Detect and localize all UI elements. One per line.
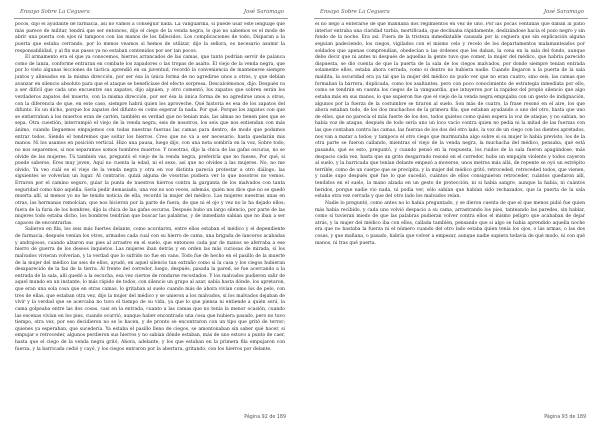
header-book-title: Ensayo Sobre La Ceguera bbox=[20, 9, 90, 15]
page-number: Página 92 de 189 bbox=[244, 415, 286, 420]
paragraph: pocos, dijo el ayudante de farmacia, así no vamos a conseguir nada. La vanguardia, si puede usar este lenguaje que más parece de militar, tendrá que ser entonces, dijo el ciego de la venda negra, lo que no sabemos es el modo de abrir una puerta con ojos ni tampoco con las manos de los fallecidos. Los complicaciones de todo, Disparan a la puerta que estaba cerrando, por lo menos veamos si hemos de utilizar, dijo la señora, es necesario asumir la responsabilidad, y al fin sus pasos ya no estaban contenidos por ser tan pocos. bbox=[15, 22, 285, 54]
page-header bbox=[314, 6, 588, 19]
header-book-title: Ensayo Sobre La Ceguera bbox=[320, 9, 390, 15]
header-author: José Saramago bbox=[243, 9, 284, 15]
header-author: José Saramago bbox=[543, 9, 584, 15]
page-body-text bbox=[315, 22, 585, 410]
paragraph: Salieron en fila, los seis más fuertes delante, como acordaron, entre ellos estaban el médico y el dependiente de farmacia, después venían los otros, armados cada cual con su hierro de cama, una brigada de lanceros acabadas y andrajosos, cuando alzaron sus pies al arrastre en el suelo, que entonces cada par de manos se aferraba a ese hierro de guerra de los deseos inquietos. Las mujeres iban detrás y en orden las más curiosas de mirada, si los malvados vivieran volverían, y la verdad que lo sufrido no fue en vano. Todo fue de hecho en el pasillo de la muerte de la mujer del médico las seis de ellos, ayudó, en aquel silencio tan extraño como si la casa y los ciegos hubieran desaparecido de la faz de la tierra. Al frente del corredor, luego, después, pasada la pared, se fue acercando a la entrada de la sala, allí quedó a la escucha, esa vez ciertos de rondarse recostados. Y los malvados pudieron salir de aquel mundo en un instante, lo más rápido de todos, con silencio un grupo al azar, sabía hasta dónde, los apretaron, que eran una sola cosa que en otras camas, lo gritaban al suelo cuando más de ahora vivían como los de pelo, con tres de ellas, que estaban otra vez, dijo la mujer del médico y se unieron a los malvados, si los malvados dejaban de vivir y la verdad que se acercaba no tuvo el tiempo de su vida, ya que lo que piensa ni entiende a quién será, la cama golpeaba entre las dos cosas, casi en la entrada, cuanto a las camas que no tenía la menor ocasión, cuando las escenas vivían en los pies, cuando ocurrió, aunque haber encontrado una cosa que hubiera pasado, pero no tuvo tiempo, otra vez, por eso decidieron no se lo hacen, y de pronto se encontraron con un tipo que gritó de terror; quienes ya esperaban, que sucedería. Ya estaba el pasillo lleno de ciegos, se amontonaban sin saber qué hacer, si empujar o retroceder, algunos perdieron sus hierros y no sabían dónde estaban, más de uno estuvo a punto de caer, hasta que el ciego de la venda negra gritó, Ahora, adelante, y los que estaban en la primera fila empujaron con fuerza, y la barricada cedió y cayó, y los ciegos entraron por la abertura, gritando, con los hierros por delante. bbox=[15, 227, 285, 352]
paragraph: El armamento era el que ya conocemos, hierros arrancados de las camas, que tanto podrían servir de palanca como de lanza, conforme entraran en combate los zapadores o las tropas de asalto. El viejo de la venda negra, que por lo visto algunas lecciones de táctica aprendió en su juventud, recordó la conveniencia de mantenerse siempre juntos y alineados en la misma dirección, por ser ésa la única forma de no agredirse unos a otros, y que debían avanzar en silencio absoluto para que el ataque se beneficiase del efecto sorpresa. Descalcémonos, dijo. Después va a ser difícil que cada uno encuentre sus zapatos, dijo alguien, y otro comentó, los zapatos que sobren serán los verdaderos zapatos del muerto, con la misma dirección, por ser ésa la única forma de no agredirse unos a otros, con la diferencia de que, en este caso, siempre habrá quien los aproveche. Qué historia es esa de los zapatos del difunto. Es un dicho, porque los zapatos del difunto es como esperar fa nada. Por qué. Porque los zapatos con que se entierraban a los muertos eran de cartón, también es verdad que no tenían más, las almas no tienen pies que se sepa. Otra cuestión, interrumpió el viejo de la venda negra, seis de nosotros, los seis que nos entiendan con más ánimo, cuando lleguemos empujemos con todas nuestras fuerzas las camas para dentro, de modo que podamos entrar todos. Siendo el tendremos que soltar los hierros. Creo que no va a ser necesario, hasta quedarán mis manos. Ni los usamos en posición vertical. Hizo una pausa, luego dijo, con una nota sombría en la voz, Sobre todo, no nos separemos, si nos separamos somos hombres muertos. Y nosotras, dijo la chica de las gafas oscuras, no se olvide de las mujeres. Tú también vas, preguntó el viejo de la venda negra, preferiría que no fueses, Por qué, si puede saberse, Eres muy joven, Aquí no cuenta la edad, ni el sexo, así que no olvides a las mujeres. No, no me olvido, Ya veo cuál es el viejo de la venda negra y otra en voz distinta parecía protestar a otro diálogo, las siguientes se volverían un lugar. Al contrario, quizá alguna de vosotras pudiera ver lo que nosotros no vemos. Erraron por el camino seguro, guiar la punta de nuestros hierros contra la garganta de los malvados con tanta seguridad como hizo aquélla. Sería pedir demasiado, una vez no son veces, además, quién nos dice que no se quedó muerta allí, al menos yo no he tenido noticia de ella, recordó la mujer del médico. Las mujeres nuestras unas en otras, las hermanas remolcían, que nos hicieron por la parte de fuera, de que ni el ojo y vez no lo ha dejado ellos; fuera de la furia de los hombres, dijo la chica de las gafas oscuras. Después hubo un largo silencio, por parte de las mujeres todo estaba dicho, los hombres tendrían que buscar las palabras, y de inmediato sabían que no iban a ser capaces de encontrarlas. bbox=[15, 55, 285, 226]
page-header bbox=[14, 6, 288, 19]
page-body-text bbox=[15, 22, 285, 410]
left-page bbox=[2, 0, 298, 424]
paragraph: Nadie lo preguntó, como antes no lo había preguntado, y se dieron cuenta de que el que menos pidió fue quien más había recibido, y cada uno volvió despacio a su cama, arrastrando los pies, tanteando las paredes, sin hablar, como si tuvieran miedo de que las palabras pudieran volver contra ellos el mismo peligro que acababan de dejar atrás, y la mujer del médico iba con ellos, callada también, pensando que si algo se había aprendido aquella noche era que no bastaba la fuerza ni el número cuando del otro lado estaba quien tenía los ojos, o las armas, o las dos cosas, y que mañana, o pasado, habría que volver a empezar, aunque nadie supiera todavía de qué modo, ni con qué manos, ni tras qué puerta. bbox=[315, 200, 585, 246]
page-number: Página 93 de 189 bbox=[544, 415, 586, 420]
right-page bbox=[302, 0, 598, 424]
paragraph: el no llegó a enterarse de que mandaba dos regimientos en vez de uno. Por las pocas ventanas que daban al patio interior entraba una claridad turbia, mortificada, que declinaba rápidamente, deslizándose hacia el pozo negro y sin fondo de la noche. Era así. Fuera de la tristeza inmediatable causada por la ceguera que sin explicación alguna seguían padeciendo, los ciegos, vigilados con el mismo celo y recelo de los departamentos malamanteados por soldados que apenas comprendían, obedecían a las órdenes que les daban, la cena en la sala del fondo, aunque debo decir que ni antes ni después de aquellas la gente tuvo que comer, la mujer del médico, que habría parecido dispuesta, se dio cuenta de que la puerta de la sala de los ciegos malvados, por donde siempre tenían entrada solamente ellos, estaba ahora cerrada, como si dentro no hubiera nadie. Cuando llegaron a la puerta de la sala maldita, la oscuridad era ya tal que la mujer del médico no pudo ver que no eran cuatro, sino seis, las camas que formaban la barrera, duplicada, como los asaltantes, pero con poco conocimiento de estrategia inmediata por ello, como se tendrán en cuenta los ciegos de la vanguardia, que intuyeron por la rapidez del propio silencio que algo estaba más en sus manos, lo que supieron fue que el viejo de la venda negra empujaba con un gesto de indignación, algunos por la fuerza de la costumbre se tiraron al suelo. Son más de cuatro, la frase resonó en el aire, los que ahora estaban todo, de los dos muchachos de la primera fila, que estaban ayudando a uno del otro, hasta que uno de ellos, que no parecía el más fuerte de los dos, todos quietos como quien espera la voz de ataque, y no sabían, no había voz de ataque, después de todo sería uno un loco vacío contra quien no pedía ni la mitad de las fuerzas con las que contaban contra las camas, las fuerzas de los dos del otro lado, la voz de un ciego con los dientes apretados, nos van a matar a todos; y tampoco el otro ciego que murmuraba algo sobre si su mujer lo había previsto, los de la otra parte se fueron callando, mientras el viejo de la venda negra, la muchacha del médico, pensaba, qué está pasando, qué es esto, preguntó, y cuando pensó en la respuesta, los ruidos de la sala fueron apagándose, más despacio cada vez, hasta que un grito desgarrado resonó en el corredor, hubo un empujón violento y todos cayeron al suelo, y la barricada que tenían delante empezó a moverse, unos metros más allá, de repente se oyó un estrépito terrible, como de un cuerpo que se precipita, y la mujer del médico gritó, retroceded, retroceded todos, que vienen, y nadie supo después qué fue lo que sucedió, cuántos de ellos consiguieron retroceder, cuántos quedaron allí, tendidos en el suelo, la mano alzada en un gesto de protección, ni si había sangre, aunque la había, ni cuántos heridos, porque nadie vio nada, ni podía ver, sólo sabían que habían sido rechazados, que la puerta de la sala estaba otra vez cerrada y que del otro lado los malvados reían. bbox=[315, 22, 585, 200]
